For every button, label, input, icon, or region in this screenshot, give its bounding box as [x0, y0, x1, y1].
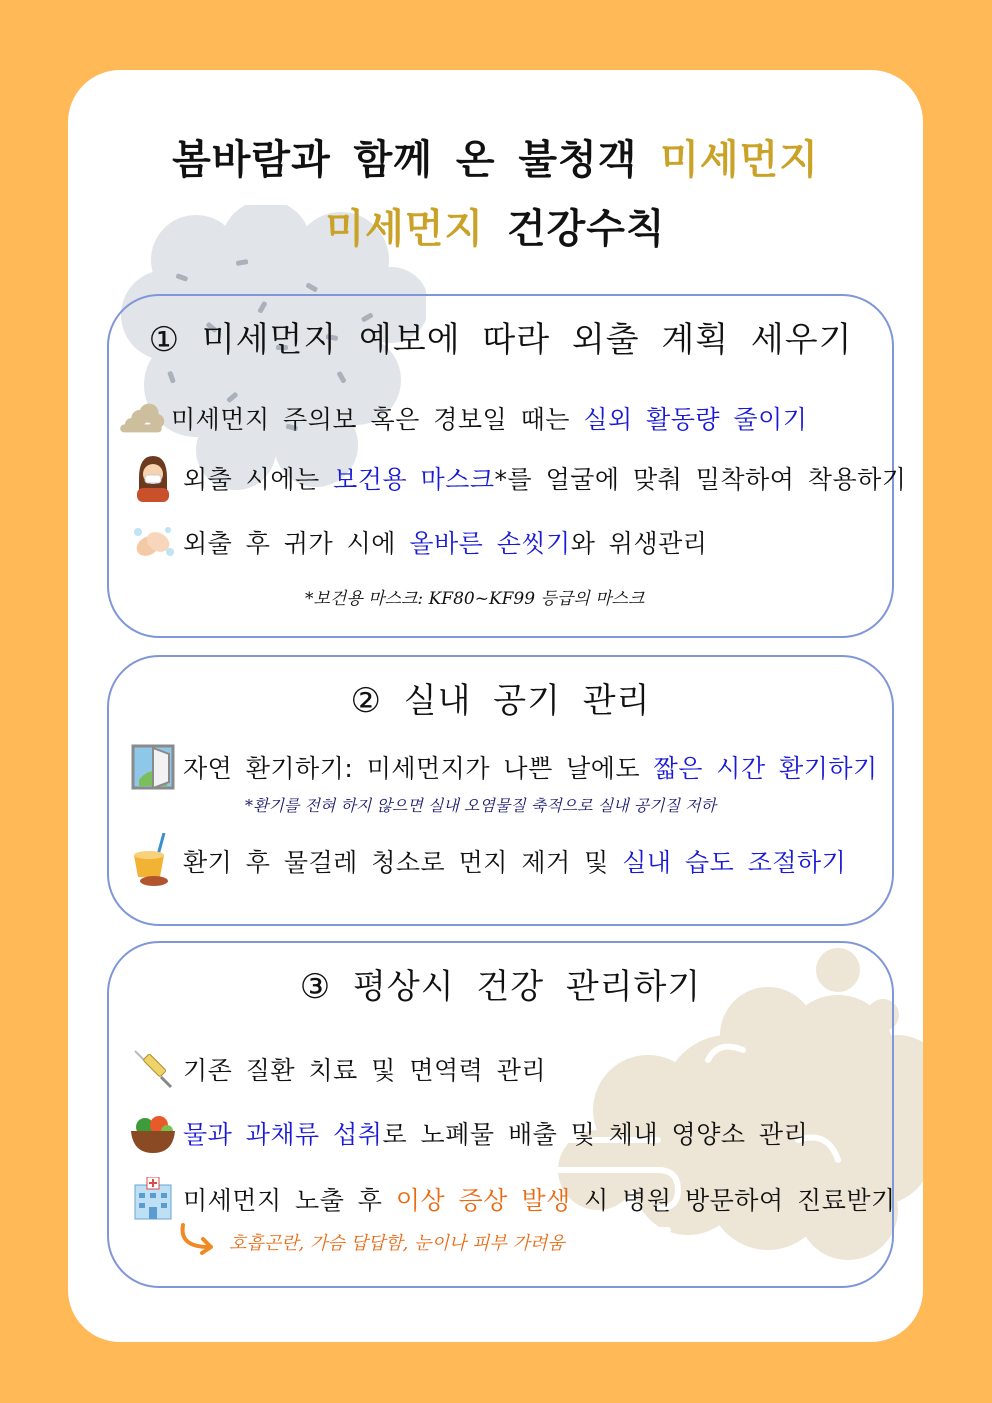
mop-bucket-icon	[129, 837, 177, 885]
poster-card	[68, 70, 923, 1342]
syringe-icon	[129, 1045, 177, 1093]
item-highlight: 올바른 손씻기	[409, 529, 571, 558]
title-text: 건강수칙	[506, 206, 666, 252]
item-text: 자연 환기하기: 미세먼지가 나쁜 날에도	[183, 754, 654, 783]
section-indoor-air	[107, 655, 894, 926]
dust-cloud-icon	[117, 394, 165, 442]
item-highlight: 실내 습도 조절하기	[622, 848, 847, 877]
list-item	[129, 837, 846, 885]
masked-person-icon	[129, 454, 177, 502]
item-text: 미세먼지 주의보 혹은 경보일 때는	[171, 405, 584, 434]
list-item	[129, 743, 878, 791]
arrow-icon	[177, 1223, 217, 1255]
hospital-icon	[129, 1175, 177, 1223]
item-text: *를 얼굴에 맞춰 밀착하여 착용하기	[494, 465, 907, 494]
section-daily-health	[107, 941, 894, 1288]
item-text: 미세먼지 노출 후	[183, 1186, 396, 1215]
item-text: 로 노폐물 배출 및 체내 영양소 관리	[382, 1120, 809, 1149]
list-item	[129, 1175, 896, 1223]
list-item	[129, 454, 906, 502]
section-title: ③ 평상시 건강 관리하기	[299, 967, 702, 1007]
title-highlight: 미세먼지	[325, 206, 485, 252]
title-text: 봄바람과 함께 온 불청객	[172, 137, 638, 183]
window-icon	[129, 743, 177, 791]
page-title-line-1	[68, 128, 923, 185]
list-item	[129, 1109, 808, 1157]
item-text: 와 위생관리	[570, 529, 708, 558]
title-highlight: 미세먼지	[660, 137, 819, 183]
item-highlight: 물과 과채류 섭취	[183, 1120, 383, 1149]
item-text: 외출 시에는	[183, 465, 334, 494]
page-title-line-2	[68, 197, 923, 254]
mask-footnote: *보건용 마스크: KF80~KF99 등급의 마스크	[305, 589, 645, 609]
ventilation-footnote: *환기를 전혀 하지 않으면 실내 오염물질 축적으로 실내 공기질 저하	[245, 796, 717, 815]
section-title: ① 미세먼지 예보에 따라 외출 계획 세우기	[148, 320, 853, 360]
vegetable-bowl-icon	[129, 1109, 177, 1157]
section-title: ② 실내 공기 관리	[350, 681, 651, 721]
hand-washing-icon	[129, 518, 177, 566]
section-outdoor-plan	[107, 294, 907, 638]
symptom-note: 호흡곤란, 가슴 답답함, 눈이나 피부 가려움	[229, 1233, 565, 1254]
item-text: 외출 후 귀가 시에	[183, 529, 410, 558]
item-text: 기존 질환 치료 및 면역력 관리	[183, 1056, 547, 1085]
list-item	[117, 394, 807, 442]
item-highlight: 이상 증상 발생	[395, 1186, 571, 1215]
item-highlight: 짧은 시간 환기하기	[653, 754, 878, 783]
item-text: 시 병원 방문하여 진료받기	[570, 1186, 896, 1215]
list-item	[129, 1045, 546, 1093]
list-item	[129, 518, 707, 566]
item-text: 환기 후 물걸레 청소로 먼지 제거 및	[183, 848, 623, 877]
item-highlight: 보건용 마스크	[333, 465, 495, 494]
item-highlight: 실외 활동량 줄이기	[583, 405, 808, 434]
